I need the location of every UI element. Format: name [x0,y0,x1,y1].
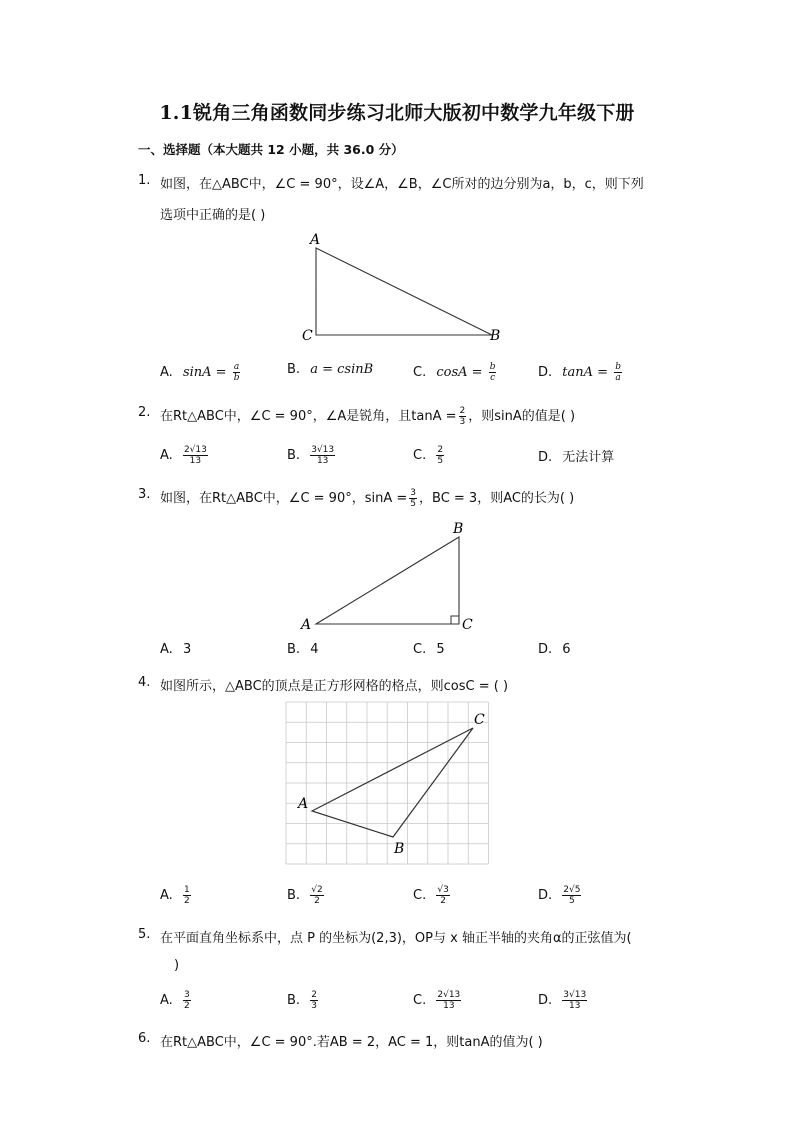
question-4-text: 如图所示，△ABC的顶点是正方形网格的格点，则cosC = ( ) [160,679,509,694]
fraction-numerator: 2 [459,406,466,416]
question-4-option-c[interactable] [413,885,452,906]
option-value: 4 [310,642,319,657]
question-5-option-a[interactable] [160,990,193,1011]
question-2-option-a[interactable] [160,445,210,466]
vertex-label-c: C [474,712,485,728]
question-3-text [160,487,574,509]
grid-triangle-figure [286,702,506,867]
fraction-denominator: 5 [437,456,444,466]
fraction-numerator: 2 [437,445,444,455]
question-3-figure [298,517,488,637]
fraction-numerator: 2 [311,990,317,1000]
option-fraction [436,990,461,1011]
vertex-label-b: B [394,841,405,857]
question-3-option-b[interactable] [287,642,318,657]
option-label: C. [413,365,427,380]
option-fraction [183,885,191,906]
fraction-denominator: 5 [569,896,575,906]
triangle-figure-1 [300,228,520,348]
option-expression: 无法计算 [562,450,615,465]
question-4-figure [286,702,506,867]
fraction-numerator: a [233,362,240,372]
question-2-number: 2. [138,405,151,420]
option-label: A. [160,642,173,657]
question-1-option-d[interactable] [538,362,624,383]
page-title: 1.1锐角三角函数同步练习北师大版初中数学九年级下册 [159,102,635,124]
fraction-numerator: 1 [183,885,190,895]
fraction-denominator: 5 [410,499,416,509]
option-expression: a = csinB [310,362,374,377]
option-fraction [233,362,241,383]
question-1-option-a[interactable] [160,362,242,383]
option-fraction [614,362,622,383]
question-text-part: 在Rt△ABC中，∠C = 90°，∠A是锐角，且tanA = [160,409,457,424]
question-5-option-d[interactable] [538,990,589,1011]
question-5-option-c[interactable] [413,990,463,1011]
option-fraction [183,990,191,1011]
question-3-option-d[interactable] [538,642,571,657]
vertex-label-c: C [302,328,313,344]
fraction-numerator: 3 [410,488,416,498]
option-label: C. [413,888,427,903]
option-fraction [310,885,323,906]
question-4-option-b[interactable] [287,885,326,906]
fraction-numerator: 2√5 [563,885,581,895]
option-label: C. [413,642,427,657]
option-label: B. [287,888,301,903]
question-5-option-b[interactable] [287,990,320,1011]
option-label: A. [160,888,173,903]
option-fraction [562,885,581,906]
fraction-denominator: a [615,373,621,383]
fraction-numerator: 2√13 [183,445,207,455]
option-label: B. [287,448,301,463]
question-text-part: 如图，在Rt△ABC中，∠C = 90°，sinA = [160,491,408,506]
fraction-denominator: 2 [440,896,446,906]
fraction-denominator: 2 [314,896,320,906]
vertex-label-b: B [453,521,464,537]
option-label: B. [287,362,301,377]
option-fraction [310,445,335,466]
option-label: D. [538,993,553,1008]
question-4-option-d[interactable] [538,885,583,906]
fraction-denominator: 2 [183,1001,190,1011]
question-1-figure [300,228,520,348]
question-2-text [160,405,575,427]
section-heading: 一、选择题（本大题共 12 小题，共 36.0 分） [138,142,404,157]
question-1-option-b[interactable] [287,362,373,377]
question-4-number: 4. [138,675,151,690]
option-label: A. [160,993,173,1008]
fraction-numerator: √3 [437,885,449,895]
question-5-number: 5. [138,927,151,942]
fraction-denominator: 3 [311,1001,317,1011]
option-label: D. [538,365,553,380]
option-label: D. [538,888,553,903]
option-fraction [436,885,449,906]
fraction-numerator: b [489,362,496,372]
question-5-line1: 在平面直角坐标系中，点 P 的坐标为(2,3)，OP与 x 轴正半轴的夹角α的正弦值为( [160,931,632,946]
option-fraction [562,990,587,1011]
option-label: D. [538,642,553,657]
vertex-label-a: A [310,232,321,248]
question-4-option-a[interactable] [160,885,193,906]
fraction-denominator: c [490,373,496,383]
option-label: C. [413,993,427,1008]
question-text-part: ，则sinA的值是( ) [468,409,576,424]
option-fraction [489,362,497,383]
triangle-abc [312,728,473,837]
option-fraction [183,445,208,466]
question-1-option-c[interactable] [413,362,498,383]
option-value: 3 [182,642,192,657]
fraction-denominator: 13 [443,1001,455,1011]
question-3-number: 3. [138,487,151,502]
fraction-numerator: 3 [183,990,190,1000]
question-text-part: ，BC = 3，则AC的长为( ) [419,491,575,506]
fraction-numerator: √2 [311,885,323,895]
fraction-numerator: 3√13 [311,445,335,455]
vertex-label-a: A [298,796,309,812]
question-1-line2: 选项中正确的是( ) [160,208,266,223]
fraction-numerator: 3√13 [563,990,587,1000]
option-fraction [310,990,318,1011]
option-label: B. [287,642,301,657]
option-label: A. [160,365,173,380]
question-6-text: 在Rt△ABC中，∠C = 90°.若AB = 2，AC = 1，则tanA的值为( ) [160,1035,543,1050]
vertex-label-c: C [462,617,473,633]
inline-fraction [459,406,467,427]
option-label: A. [160,448,173,463]
question-1-line1: 如图，在△ABC中，∠C = 90°，设∠A，∠B，∠C所对的边分别为a，b，c，则下列 [160,177,644,192]
question-2-option-b[interactable] [287,445,337,466]
fraction-denominator: b [233,373,240,383]
option-fraction [436,445,444,466]
triangle-figure-3 [298,517,488,637]
vertex-label-b: B [490,328,501,344]
option-value: 6 [562,642,571,657]
question-2-option-d[interactable] [538,446,614,465]
fraction-numerator: 2√13 [437,990,461,1000]
question-6-number: 6. [138,1031,151,1046]
option-label: C. [413,448,427,463]
option-expression: tanA = [562,365,609,380]
question-2-option-c[interactable] [413,445,446,466]
fraction-numerator: b [615,362,621,372]
option-expression: sinA = [182,365,227,380]
fraction-denominator: 13 [316,456,329,466]
square-grid [286,702,489,864]
question-1-number: 1. [138,173,151,188]
option-value: 5 [436,642,445,657]
question-3-option-a[interactable] [160,642,191,657]
question-5-line2: ) [174,958,180,973]
vertex-label-a: A [301,617,312,633]
question-3-option-c[interactable] [413,642,445,657]
fraction-denominator: 13 [189,456,202,466]
option-label: D. [538,450,553,465]
option-expression: cosA = [436,365,483,380]
option-label: B. [287,993,301,1008]
fraction-denominator: 2 [183,896,190,906]
fraction-denominator: 3 [459,417,466,427]
fraction-denominator: 13 [569,1001,581,1011]
inline-fraction [409,488,417,509]
